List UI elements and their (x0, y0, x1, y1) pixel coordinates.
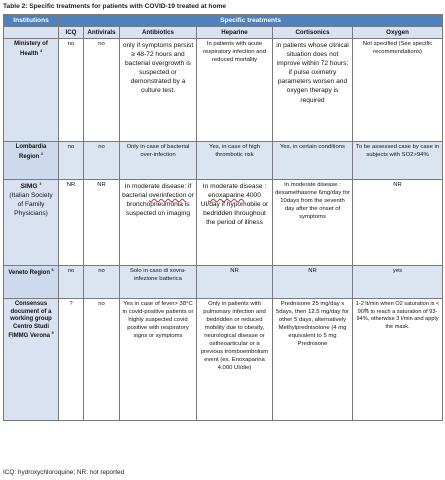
subheader-empty (4, 27, 59, 39)
antibiotics-cell (120, 180, 197, 266)
col-header-heparine: Heparine (197, 27, 273, 39)
heparine-cell: NR (197, 266, 273, 299)
heparine-cell: Only in patients with pulmonary infection and bedridden or reduced mobility due to obesity, neurological disease or ostheoarticular or a previous tromboembolism event (es. Enoxaparina 4.000 UI/die) (197, 299, 273, 421)
cortisonics-cell: In moderate disease : dexamethasone 6mg/day for 10days from the seventh day after the onset of symptoms (273, 180, 353, 266)
heparine-text-end: 4000 UI/day if hypomobile or bedridden throughout the period of illness (200, 192, 269, 227)
heparine-cell: Yes, in case of high thrombotic risk (197, 142, 273, 180)
treatments-table (3, 14, 443, 421)
oxygen-text-marked: lt (365, 301, 369, 307)
reference-sup: 4 (40, 48, 42, 53)
reference-sup: 6 (51, 268, 54, 272)
heparine-cell (197, 180, 273, 266)
col-header-icq: ICQ (59, 27, 84, 39)
reference-sup: 2 (41, 151, 43, 156)
heparine-text-marked: enoxaparine (208, 192, 245, 200)
oxygen-cell (353, 299, 443, 421)
table-row (4, 39, 443, 142)
antibiotics-text: In moderate disease: if bacterial (122, 183, 192, 200)
cortisonics-cell: in patients whose clinical situation does not improve within 72 hours; if pulse oximetry parameters worsen and oxygen therapy is required (273, 39, 353, 142)
col-header-oxygen: Oxygen (353, 27, 443, 39)
table-footnote: ICQ: hydroxychloroquine; NR: not reported (3, 469, 125, 476)
reference-sup: 5 (51, 331, 54, 335)
oxygen-text: 1-2 (355, 301, 366, 307)
antibiotics-cell: Only in case of bacterial over-infection (120, 142, 197, 180)
icq-cell: no (59, 39, 84, 142)
table-row (4, 299, 443, 421)
oxygen-cell: NR (353, 180, 443, 266)
antivirals-cell: no (84, 142, 120, 180)
antibiotics-cell: only if symptoms persist ≥ 48-72 hours and bacterial overgrowth is suspected or demonstrated by a culture test. (120, 39, 197, 142)
oxygen-cell: To be assessed case by case in subjects with SO2>94% (353, 142, 443, 180)
institution-name: Ministery of Health (14, 41, 48, 57)
icq-cell: no (59, 266, 84, 299)
icq-cell: no (59, 142, 84, 180)
cortisonics-cell: Yes, in certain conditions (273, 142, 353, 180)
oxygen-text-end: /min when O2 saturation is < 90% to reach a saturation of 93-94%, otherwise 3 l/min and apply the mask. (356, 301, 440, 330)
institution-cell (4, 266, 59, 299)
institution-cell (4, 180, 59, 266)
institution-name: Veneto Region (8, 270, 50, 276)
header-institutions: Institutions (4, 15, 59, 27)
antibiotics-cell: Yes in case of fever> 38°C in covid-positive patients or highly suspected covid positive with respiratory signs or symptoms (120, 299, 197, 421)
col-header-antivirals: Antivirals (84, 27, 120, 39)
reference-sup: 3 (39, 182, 42, 186)
institution-name: Consensus document of a working group Centro Studi FIMMG Verona (8, 301, 52, 339)
heparine-text: In moderate disease : (202, 183, 267, 190)
institution-cell (4, 299, 59, 421)
icq-cell: NR (59, 180, 84, 266)
table-row (4, 180, 443, 266)
col-header-cortisonics: Cortisonics (273, 27, 353, 39)
antivirals-cell: NR (84, 180, 120, 266)
antivirals-cell: no (84, 299, 120, 421)
cortisonics-cell: Prednisone 25 mg/day x 5days, then 12.5 mg/day for other 5 days, alternatively Methylprednisolone (4 mg equivalent to 5 mg Prednisone (273, 299, 353, 421)
institution-cell (4, 142, 59, 180)
antibiotics-text-marked: overinfection (148, 192, 187, 200)
table-title: Table 2: Specific treatments for patients with COVID-19 treated at home (3, 3, 227, 10)
cortisonics-cell: NR (273, 266, 353, 299)
antivirals-cell: no (84, 266, 120, 299)
institution-cell (4, 39, 59, 142)
institution-name: Lombardia Region (15, 144, 47, 160)
institution-subtitle: (Italian Society of Family Physicians) (9, 192, 53, 218)
oxygen-cell: yes (353, 266, 443, 299)
col-header-antibiotics: Antibiotics (120, 27, 197, 39)
icq-cell: ? (59, 299, 84, 421)
heparine-cell: In patients with acute respiratory infection and reduced mortality (197, 39, 273, 142)
antibiotics-cell: Solo in caso di sovra-infezione batterica (120, 266, 197, 299)
header-row (4, 15, 443, 27)
header-specific-treatments: Specific treatments (59, 15, 443, 27)
antivirals-cell: no (84, 39, 120, 142)
subheader-row (4, 27, 443, 39)
antibiotics-text-end: or bronchopneumonia is suspected on imaging (125, 192, 194, 218)
oxygen-cell: Not specified (See specific recommendations) (353, 39, 443, 142)
table-row (4, 266, 443, 299)
institution-name: SIMG (20, 183, 38, 191)
table-row (4, 142, 443, 180)
